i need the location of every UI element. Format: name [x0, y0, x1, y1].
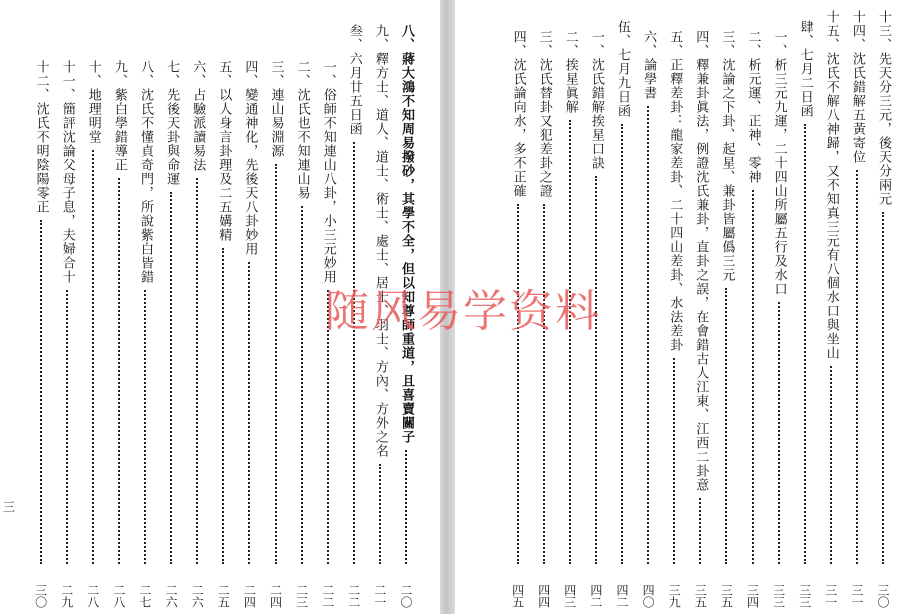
toc-page-number: 三三 — [771, 584, 786, 608]
toc-entry-title: 叁、六月廿五日函 — [346, 24, 362, 136]
toc-entry-title: 一、俗師不知連山八卦，小三元妙用 — [320, 60, 336, 284]
leader-dots — [647, 106, 649, 564]
toc-entry — [666, 30, 682, 608]
toc-entry — [163, 60, 179, 608]
leader-dots — [118, 178, 120, 564]
toc-page-number: 二二 — [346, 584, 361, 608]
right-page — [455, 0, 911, 614]
toc-entry-title: 十五、沈氏不解八神歸，又不知真三元有八個水口與坐山 — [823, 10, 839, 360]
book-gutter — [440, 0, 455, 614]
leader-dots — [595, 176, 597, 564]
toc-entry — [111, 60, 127, 608]
toc-page-number: 二七 — [138, 584, 152, 608]
toc-entry — [823, 10, 839, 608]
toc-entry — [588, 30, 604, 608]
toc-entry — [510, 30, 526, 608]
toc-page-number: 三一 — [823, 584, 838, 608]
leader-dots — [752, 190, 754, 564]
toc-entry — [640, 30, 656, 608]
toc-entry — [771, 30, 787, 608]
toc-entry — [692, 30, 708, 608]
folio-number: 三 — [3, 500, 16, 514]
toc-entry — [137, 60, 153, 608]
toc-page-number: 二五 — [216, 584, 231, 608]
toc-page-number: 二六 — [190, 584, 205, 608]
toc-page-number: 四〇 — [641, 584, 656, 608]
toc-page-number: 三四 — [745, 584, 760, 608]
leader-dots — [543, 204, 545, 564]
toc-entry — [294, 60, 310, 608]
toc-entry-title: 二、析元運、正神、零神 — [745, 30, 761, 184]
toc-entry — [372, 24, 388, 608]
toc-entry-title: 五、以人身言卦理及二五媾精 — [216, 60, 232, 242]
leader-dots — [196, 178, 198, 564]
toc-entry-title: 六、論學書 — [641, 30, 657, 100]
leader-dots — [830, 366, 832, 564]
toc-entry-title: 肆、七月二日函 — [797, 20, 813, 118]
toc-page-number: 二六 — [164, 584, 179, 608]
toc-entry-title: 六、占驗派讀易法 — [190, 60, 206, 172]
leader-dots — [92, 150, 94, 564]
leader-dots — [725, 288, 727, 564]
leader-dots — [778, 302, 780, 564]
leader-dots — [353, 142, 355, 564]
toc-entry-title: 八、蔣大鴻不知周易撥砂，其學不全，但以知尊師重道，且喜賣關子 — [399, 24, 414, 444]
leader-dots — [804, 124, 806, 564]
toc-page-number: 四五 — [510, 584, 525, 608]
toc-entry — [745, 30, 761, 608]
leader-dots — [40, 220, 42, 564]
toc-entry-title: 四、沈氏論向水，多不正確 — [510, 30, 526, 198]
toc-page-number: 二二 — [320, 584, 335, 608]
toc-entry — [33, 60, 49, 608]
toc-page-number: 四二 — [615, 584, 629, 608]
toc-entry-title: 四、釋兼卦眞法，例證沈氏兼卦，直卦之誤，在會錯古人江東、江西二卦意 — [693, 30, 709, 492]
leader-dots — [856, 170, 858, 564]
toc-entry — [849, 10, 865, 608]
toc-entry-title: 四、變通神化，先後天八卦妙用 — [242, 60, 258, 256]
leader-dots — [699, 498, 701, 564]
leader-dots — [405, 450, 407, 564]
toc-entry-title: 八、沈氏不懂貞奇門，所說紫白皆錯 — [138, 60, 153, 284]
toc-page-number: 三一 — [849, 584, 864, 608]
leader-dots — [170, 192, 172, 564]
toc-entry-title: 十二、沈氏不明陰陽零正 — [33, 60, 49, 214]
toc-entry-title: 五、正釋差卦：龍家差卦、二十四山差卦、水法差卦 — [667, 30, 683, 352]
toc-entry-title: 三、沈氏替卦又犯差卦之證 — [536, 30, 552, 198]
leader-dots — [379, 464, 381, 564]
toc-page-number: 二三 — [294, 584, 309, 608]
toc-entry — [189, 60, 205, 608]
toc-page-number: 三五 — [693, 584, 708, 608]
toc-entry — [215, 60, 231, 608]
toc-page-number: 四四 — [536, 584, 551, 608]
toc-page-number: 三〇 — [876, 584, 890, 608]
toc-entry-title: 十一、簡評沈論父母子息，夫婦合十 — [59, 60, 75, 284]
toc-page-number: 三三 — [797, 584, 812, 608]
toc-entry-title: 九、釋方士、道人、道士、術士、處士、居士、羽士、方內、方外之名 — [372, 24, 388, 458]
toc-page-number: 二八 — [85, 584, 100, 608]
leader-dots — [301, 206, 303, 564]
leader-dots — [882, 212, 884, 564]
leader-dots — [327, 290, 329, 564]
toc-entry-title: 三、連山易淵源 — [268, 60, 284, 158]
leader-dots — [248, 262, 250, 564]
toc-entry — [241, 60, 257, 608]
leader-dots — [275, 164, 277, 564]
leader-dots — [621, 124, 623, 564]
toc-page-number: 三九 — [667, 584, 682, 608]
toc-page-number: 二四 — [268, 584, 283, 608]
leader-dots — [569, 120, 571, 564]
toc-page-number: 二〇 — [399, 584, 413, 608]
toc-entry-title: 伍、七月九日函 — [615, 20, 630, 118]
toc-entry-title: 九、紫白學錯導正 — [111, 60, 127, 172]
leader-dots — [517, 204, 519, 564]
leader-dots — [144, 290, 146, 564]
toc-page-number: 四二 — [588, 584, 603, 608]
toc-page-number: 二八 — [111, 584, 126, 608]
toc-entry — [268, 60, 284, 608]
toc-entry — [562, 30, 578, 608]
toc-entry — [875, 10, 891, 608]
toc-entry — [59, 60, 75, 608]
toc-page-number: 二一 — [372, 584, 387, 608]
left-page — [0, 0, 440, 614]
toc-page-number: 二九 — [59, 584, 74, 608]
toc-entry-title: 二、沈氏也不知連山易 — [294, 60, 310, 200]
toc-page-number: 三五 — [719, 584, 734, 608]
toc-entry-title: 七、先後天卦與命運 — [164, 60, 180, 186]
toc-entry-title: 三、沈論之下卦、起星、兼卦皆屬僞三元 — [719, 30, 735, 282]
toc-entry — [398, 24, 414, 608]
watermark-text: 随风易学资料 — [325, 286, 601, 337]
toc-entry-title: 二、挨星眞解 — [562, 30, 578, 114]
leader-dots — [673, 358, 675, 564]
toc-entry — [320, 60, 336, 608]
toc-entry-title: 十四、沈氏錯解五黃寄位 — [849, 10, 865, 164]
toc-entry-title: 十三、先天分三元，後天分兩元 — [876, 10, 891, 206]
toc-entry — [614, 20, 630, 608]
toc-entry-title: 一、沈氏錯解挨星口訣 — [588, 30, 604, 170]
toc-entry — [85, 60, 101, 608]
toc-entry — [797, 20, 813, 608]
toc-entry-title: 一、析三元九運，二十四山所屬五行及水口 — [771, 30, 787, 296]
toc-page-number: 四三 — [562, 584, 577, 608]
toc-entry — [346, 24, 362, 608]
toc-entry — [718, 30, 734, 608]
toc-entry — [536, 30, 552, 608]
toc-page-number: 二四 — [242, 584, 257, 608]
toc-page-number: 三〇 — [33, 584, 48, 608]
leader-dots — [222, 248, 224, 564]
toc-entry-title: 十、地理明堂 — [85, 60, 101, 144]
leader-dots — [66, 290, 68, 564]
